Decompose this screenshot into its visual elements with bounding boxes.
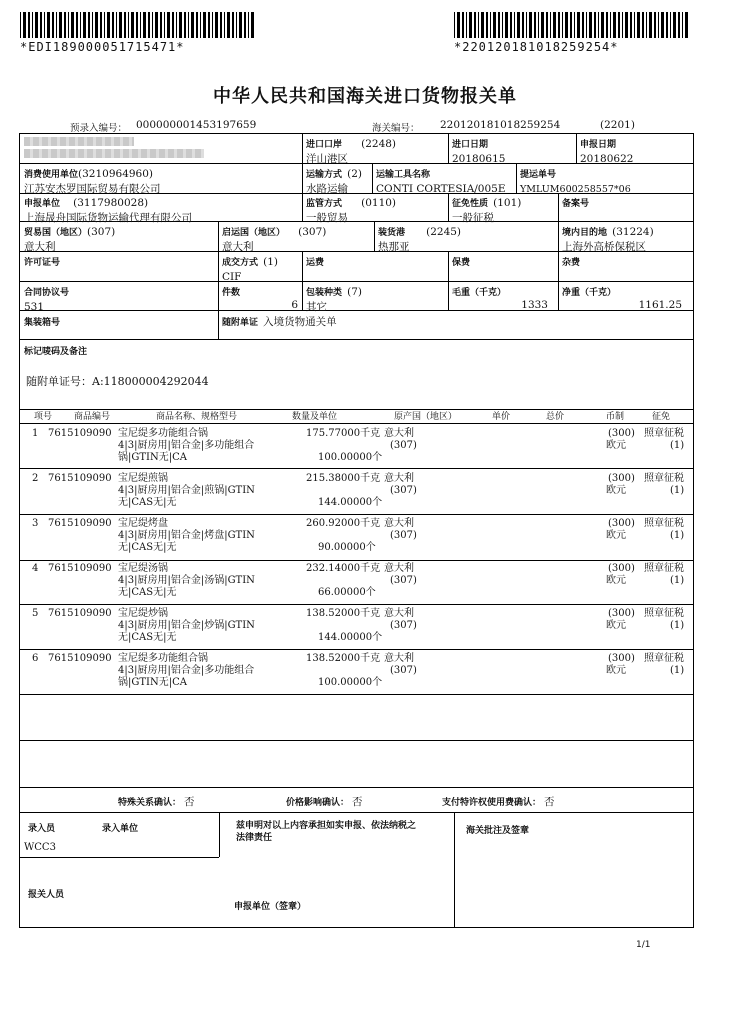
barcode-right — [454, 12, 690, 38]
supervision-field: 监管方式 (0110) 一般贸易 — [306, 197, 397, 224]
attached-docs-field: 随附单证 入境货物通关单 — [222, 316, 337, 328]
barcode-bar — [64, 12, 66, 38]
item-name-line-2: 4|3|厨房用|铝合金|多功能组合 — [118, 665, 255, 676]
item-hs-code: 7615109090 — [48, 563, 112, 574]
barcode-bar — [95, 12, 98, 38]
price-effect-confirm: 价格影响确认： 否 — [286, 796, 363, 808]
barcode-bar — [570, 12, 572, 38]
origin-country-field: 启运国（地区） (307) 意大利 — [222, 226, 327, 253]
destination-field: 境内目的地 (31224) 上海外高桥保税区 — [562, 226, 654, 253]
barcode-bar — [622, 12, 623, 38]
levy-nature-field: 征免性质 (101) 一般征税 — [452, 197, 522, 224]
barcode-bar — [136, 12, 138, 38]
item-levy: 照章征税 — [644, 518, 684, 529]
item-levy-code: (1) — [670, 665, 685, 676]
item-currency: 欧元 — [606, 440, 626, 451]
declarer-label: 报关人员 — [28, 890, 65, 900]
entry-unit-label: 录入单位 — [102, 824, 139, 834]
col-qty: 数量及单位 — [292, 412, 338, 422]
barcode-bar — [164, 12, 165, 38]
barcode-bar — [220, 12, 222, 38]
page-title: 中华人民共和国海关进口货物报关单 — [213, 86, 517, 107]
item-levy: 照章征税 — [644, 653, 684, 664]
item-origin: 意大利 — [384, 563, 414, 574]
barcode-bar — [466, 12, 467, 38]
barcode-bar — [52, 12, 54, 38]
item-origin-code: (307) — [390, 665, 417, 676]
item-no: 3 — [32, 518, 39, 529]
item-currency-code: (300) — [608, 473, 635, 484]
table-row — [20, 428, 694, 470]
item-origin: 意大利 — [384, 473, 414, 484]
barcode-bar — [47, 12, 50, 38]
item-origin-code: (307) — [390, 440, 417, 451]
customs-code: (2201) — [600, 119, 635, 131]
item-levy-code: (1) — [670, 440, 685, 451]
barcode-bar — [478, 12, 479, 38]
item-origin-code: (307) — [390, 485, 417, 496]
barcode-bar — [661, 12, 664, 38]
barcode-bar — [646, 12, 647, 38]
barcode-bar — [215, 12, 218, 38]
item-qty: 138.52000千克 — [306, 653, 381, 664]
item-name-line-3: 无|CAS无|无 — [118, 542, 177, 553]
barcode-bar — [191, 12, 194, 38]
barcode-bar — [522, 12, 524, 38]
item-qty-count: 144.00000个 — [318, 497, 383, 508]
barcode-bar — [32, 12, 33, 38]
item-currency-code: (300) — [608, 608, 635, 619]
barcode-bar — [208, 12, 210, 38]
barcode-bar — [517, 12, 520, 38]
barcode-bar — [666, 12, 668, 38]
item-origin: 意大利 — [384, 608, 414, 619]
barcode-bar — [606, 12, 608, 38]
special-relation-confirm: 特殊关系确认： 否 — [118, 796, 195, 808]
barcode-bar — [673, 12, 676, 38]
item-qty-count: 90.00000个 — [318, 542, 376, 553]
item-name-line-1: 宝尼缇汤锅 — [118, 563, 168, 574]
barcode-bar — [678, 12, 680, 38]
declarant-field: 申报单位 (3117980028) 上海晟舟国际货物运输代理有限公司 — [24, 197, 192, 224]
barcode-bar — [83, 12, 86, 38]
consumer-unit-field: 消费使用单位(3210964960) 江苏安杰罗国际贸易有限公司 — [24, 168, 161, 195]
table-row — [20, 653, 694, 695]
barcode-bar — [586, 12, 587, 38]
misc-fee-field: 杂费 — [562, 258, 581, 268]
item-name-line-3: 无|CAS无|无 — [118, 587, 177, 598]
barcode-bar — [92, 12, 93, 38]
barcode-bar — [104, 12, 105, 38]
barcode-bar — [239, 12, 242, 38]
customs-number: 220120181018259254 — [440, 119, 561, 131]
record-no-field: 备案号 — [562, 199, 590, 209]
item-qty-count: 100.00000个 — [318, 452, 383, 463]
container-field: 集装箱号 — [24, 318, 61, 328]
barcode-bar — [100, 12, 102, 38]
barcode-bar — [112, 12, 114, 38]
item-name-line-3: 无|CAS无|无 — [118, 632, 177, 643]
item-currency: 欧元 — [606, 665, 626, 676]
barcode-bar — [184, 12, 186, 38]
barcode-bar — [119, 12, 122, 38]
item-name-line-1: 宝尼缇炒锅 — [118, 608, 168, 619]
package-type-field: 包装种类 (7) 其它 — [306, 286, 362, 313]
item-levy-code: (1) — [670, 620, 685, 631]
item-levy-code: (1) — [670, 575, 685, 586]
col-name: 商品名称、规格型号 — [156, 412, 238, 422]
item-name-line-1: 宝尼缇煎锅 — [118, 473, 168, 484]
barcode-bar — [172, 12, 174, 38]
barcode-bar — [682, 12, 683, 38]
item-qty-count: 66.00000个 — [318, 587, 376, 598]
col-currency: 币制 — [606, 412, 625, 422]
barcode-bar — [457, 12, 460, 38]
barcode-bar — [558, 12, 560, 38]
barcode-bar — [534, 12, 536, 38]
barcode-bar — [486, 12, 488, 38]
item-no: 6 — [32, 653, 39, 664]
item-name-line-3: 无|CAS无|无 — [118, 497, 177, 508]
barcode-bar — [510, 12, 512, 38]
insurance-field: 保费 — [452, 258, 471, 268]
barcode-bar — [244, 12, 246, 38]
pre-entry-label: 预录入编号： — [70, 123, 128, 134]
barcode-left-text: *EDI189000051715471* — [20, 40, 185, 54]
barcode-bar — [148, 12, 150, 38]
item-currency: 欧元 — [606, 575, 626, 586]
item-currency-code: (300) — [608, 518, 635, 529]
barcode-bar — [176, 12, 177, 38]
item-currency-code: (300) — [608, 428, 635, 439]
barcode-bar — [155, 12, 158, 38]
barcode-bar — [630, 12, 632, 38]
barcode-bar — [107, 12, 110, 38]
barcode-bar — [251, 12, 254, 38]
item-name-line-1: 宝尼缇多功能组合锅 — [118, 428, 208, 439]
item-no: 1 — [32, 428, 39, 439]
barcode-bar — [670, 12, 671, 38]
loading-port-field: 装货港 (2245) 热那亚 — [378, 226, 462, 253]
barcode-bar — [167, 12, 170, 38]
barcode-bar — [20, 12, 21, 38]
barcode-bar — [685, 12, 688, 38]
barcode-bar — [574, 12, 575, 38]
barcode-bar — [505, 12, 508, 38]
barcode-bar — [490, 12, 491, 38]
declare-date-field: 申报日期 20180622 — [580, 140, 634, 165]
transport-mode-field: 运输方式 (2) 水路运输 — [306, 168, 362, 195]
table-row — [20, 608, 694, 650]
item-hs-code: 7615109090 — [48, 653, 112, 664]
barcode-bar — [610, 12, 611, 38]
item-levy: 照章征税 — [644, 608, 684, 619]
vessel-field: 运输工具名称 CONTI CORTESIA/005E — [376, 170, 506, 195]
import-port-field: 进口口岸 (2248) 洋山港区 — [306, 138, 397, 165]
item-name-line-2: 4|3|厨房用|铝合金|炒锅|GTIN — [118, 620, 255, 631]
barcode-bar — [637, 12, 640, 38]
item-name-line-2: 4|3|厨房用|铝合金|汤锅|GTIN — [118, 575, 255, 586]
barcode-bar — [565, 12, 568, 38]
item-currency: 欧元 — [606, 530, 626, 541]
item-qty: 175.77000千克 — [306, 428, 381, 439]
table-row — [20, 473, 694, 515]
barcode-bar — [152, 12, 153, 38]
contract-field: 合同协议号 531 — [24, 288, 70, 313]
item-currency-code: (300) — [608, 563, 635, 574]
barcode-bar — [212, 12, 213, 38]
barcode-bar — [196, 12, 198, 38]
item-no: 2 — [32, 473, 39, 484]
item-qty-count: 100.00000个 — [318, 677, 383, 688]
item-no: 4 — [32, 563, 39, 574]
item-name-line-2: 4|3|厨房用|铝合金|烤盘|GTIN — [118, 530, 255, 541]
item-origin-code: (307) — [390, 575, 417, 586]
barcode-bar — [76, 12, 78, 38]
item-currency: 欧元 — [606, 620, 626, 631]
item-levy: 照章征税 — [644, 428, 684, 439]
barcode-bar — [601, 12, 604, 38]
barcode-bar — [203, 12, 206, 38]
barcode-bar — [474, 12, 476, 38]
barcode-bar — [562, 12, 563, 38]
page-number: 1/1 — [636, 940, 651, 950]
col-levy: 征免 — [652, 412, 671, 422]
barcode-bar — [124, 12, 126, 38]
barcode-bar — [88, 12, 90, 38]
barcode-bar — [71, 12, 74, 38]
barcode-bar — [598, 12, 599, 38]
barcode-bar — [529, 12, 532, 38]
item-currency: 欧元 — [606, 485, 626, 496]
item-qty: 138.52000千克 — [306, 608, 381, 619]
net-weight-field: 净重（千克） 1161.25 — [562, 288, 682, 311]
trade-country-field: 贸易国（地区）(307) 意大利 — [24, 226, 116, 253]
item-name-line-2: 4|3|厨房用|铝合金|煎锅|GTIN — [118, 485, 255, 496]
col-unit-price: 单价 — [492, 412, 511, 422]
barcode-bar — [40, 12, 42, 38]
col-hs: 商品编号 — [74, 412, 111, 422]
barcode-bar — [56, 12, 57, 38]
barcode-bar — [634, 12, 635, 38]
barcode-bar — [594, 12, 596, 38]
item-name-line-2: 4|3|厨房用|铝合金|多功能组合 — [118, 440, 255, 451]
item-qty: 215.38000千克 — [306, 473, 381, 484]
barcode-bar — [577, 12, 580, 38]
item-levy: 照章征税 — [644, 563, 684, 574]
customs-approval-label: 海关批注及签章 — [466, 826, 530, 836]
barcode-bar — [116, 12, 117, 38]
barcode-bar — [23, 12, 26, 38]
barcode-bar — [140, 12, 141, 38]
declaration-text-2: 法律责任 — [236, 833, 273, 843]
barcode-bar — [613, 12, 616, 38]
pieces-field: 件数 6 — [222, 288, 298, 311]
barcode-bar — [493, 12, 496, 38]
item-origin-code: (307) — [390, 530, 417, 541]
barcode-bar — [248, 12, 249, 38]
barcode-bar — [128, 12, 129, 38]
barcode-bar — [188, 12, 189, 38]
item-currency-code: (300) — [608, 653, 635, 664]
barcode-bar — [227, 12, 230, 38]
item-levy-code: (1) — [670, 530, 685, 541]
marks-value: 随附单证号：A:118000004292044 — [26, 375, 209, 388]
item-name-line-1: 宝尼缇多功能组合锅 — [118, 653, 208, 664]
barcode-bar — [35, 12, 38, 38]
barcode-bar — [514, 12, 515, 38]
item-no: 5 — [32, 608, 39, 619]
entry-person-value: WCC3 — [24, 842, 56, 853]
license-field: 许可证号 — [24, 258, 61, 268]
table-row — [20, 518, 694, 560]
item-hs-code: 7615109090 — [48, 473, 112, 484]
item-origin: 意大利 — [384, 518, 414, 529]
barcode-right-text: *220120181018259254* — [454, 40, 619, 54]
barcode-bar — [541, 12, 544, 38]
barcode-bar — [589, 12, 592, 38]
barcode-bar — [553, 12, 556, 38]
barcode-bar — [642, 12, 644, 38]
item-levy-code: (1) — [670, 485, 685, 496]
item-name-line-3: 锅|GTIN无|CA — [118, 677, 187, 688]
gross-weight-field: 毛重（千克） 1333 — [452, 288, 548, 311]
table-row — [20, 563, 694, 605]
col-no: 项号 — [34, 412, 53, 422]
item-levy: 照章征税 — [644, 473, 684, 484]
barcode-bar — [80, 12, 81, 38]
item-origin: 意大利 — [384, 653, 414, 664]
barcode-bar — [160, 12, 162, 38]
barcode-left — [20, 12, 256, 38]
item-hs-code: 7615109090 — [48, 518, 112, 529]
barcode-bar — [454, 12, 455, 38]
barcode-bar — [200, 12, 201, 38]
barcode-bar — [625, 12, 628, 38]
item-origin: 意大利 — [384, 428, 414, 439]
customs-number-label: 海关编号： — [372, 123, 420, 134]
col-total: 总价 — [546, 412, 565, 422]
barcode-bar — [68, 12, 69, 38]
barcode-bar — [526, 12, 527, 38]
item-qty: 232.14000千克 — [306, 563, 381, 574]
barcode-bar — [618, 12, 620, 38]
item-name-line-3: 锅|GTIN无|CA — [118, 452, 187, 463]
barcode-bar — [502, 12, 503, 38]
deal-mode-field: 成交方式 (1) CIF — [222, 256, 278, 283]
item-hs-code: 7615109090 — [48, 608, 112, 619]
barcode-bar — [44, 12, 45, 38]
item-qty: 260.92000千克 — [306, 518, 381, 529]
barcode-bar — [236, 12, 237, 38]
royalty-confirm: 支付特许权使用费确认： 否 — [442, 796, 555, 808]
barcode-bar — [232, 12, 234, 38]
barcode-bar — [498, 12, 500, 38]
barcode-bar — [224, 12, 225, 38]
barcode-bar — [658, 12, 659, 38]
barcode-bar — [131, 12, 134, 38]
barcode-bar — [582, 12, 584, 38]
barcode-bar — [143, 12, 146, 38]
marks-label: 标记唛码及备注 — [24, 347, 88, 357]
barcode-bar — [462, 12, 464, 38]
declaration-text-1: 兹申明对以上内容承担如实申报、依法纳税之 — [236, 821, 417, 831]
barcode-bar — [179, 12, 182, 38]
import-date-field: 进口日期 20180615 — [452, 140, 506, 165]
entry-person-label: 录入员 — [28, 824, 56, 834]
barcode-bar — [538, 12, 539, 38]
importer-name-redacted — [24, 137, 204, 158]
barcode-bar — [59, 12, 62, 38]
pre-entry-number: 000000001453197659 — [136, 119, 257, 131]
item-hs-code: 7615109090 — [48, 428, 112, 439]
item-name-line-1: 宝尼缇烤盘 — [118, 518, 168, 529]
col-origin: 原产国（地区） — [394, 412, 458, 422]
barcode-bar — [550, 12, 551, 38]
bill-of-lading-field: 提运单号 YMLUM600258557*06 — [520, 170, 631, 195]
item-origin-code: (307) — [390, 620, 417, 631]
barcode-bar — [546, 12, 548, 38]
barcode-bar — [649, 12, 652, 38]
freight-field: 运费 — [306, 258, 325, 268]
barcode-bar — [481, 12, 484, 38]
barcode-bar — [654, 12, 656, 38]
item-qty-count: 144.00000个 — [318, 632, 383, 643]
barcode-bar — [28, 12, 30, 38]
declare-unit-label: 申报单位（签章） — [234, 902, 307, 912]
barcode-bar — [469, 12, 472, 38]
